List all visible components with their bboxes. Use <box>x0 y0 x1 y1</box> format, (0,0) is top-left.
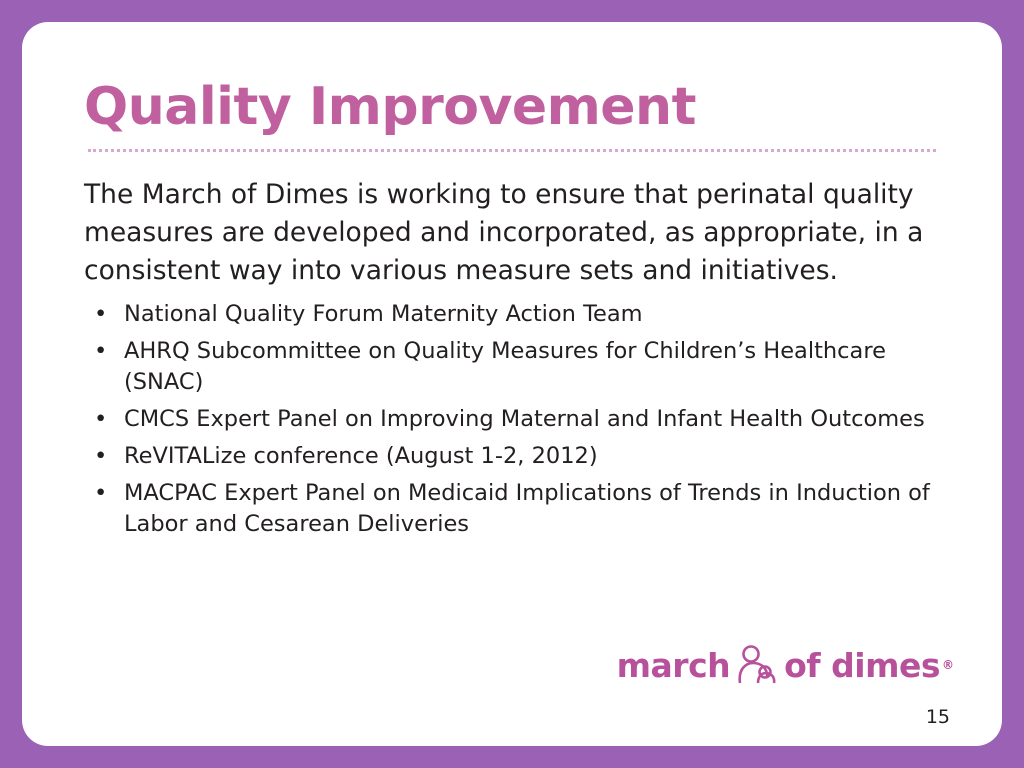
bullet-marker-icon: • <box>94 480 108 507</box>
logo-text-right: of dimes <box>784 645 940 685</box>
title-divider <box>88 149 936 152</box>
lead-paragraph: The March of Dimes is working to ensure that perinatal quality measures are developed and incorporated, as appropriate, in a consistent way into various measure sets and initiatives. <box>84 178 924 287</box>
list-item <box>84 478 940 540</box>
march-of-dimes-logo <box>617 642 954 688</box>
list-item <box>84 441 940 472</box>
bullet-marker-icon: • <box>94 300 108 327</box>
logo-text-left: march <box>616 645 731 685</box>
list-item-label: ReVITALize conference (August 1-2, 2012) <box>124 443 598 470</box>
list-item-label: AHRQ Subcommittee on Quality Measures for Children’s Healthcare (SNAC) <box>124 337 886 395</box>
bullet-marker-icon: • <box>94 443 108 470</box>
list-item-label: MACPAC Expert Panel on Medicaid Implications of Trends in Induction of Labor and Cesarean Deliveries <box>124 480 930 538</box>
slide-card <box>22 22 1002 746</box>
bullet-marker-icon: • <box>94 406 108 432</box>
list-item <box>84 404 940 435</box>
page-number: 15 <box>925 706 950 728</box>
registered-trademark-icon: ® <box>942 658 954 672</box>
bullet-marker-icon: • <box>94 337 108 364</box>
bullet-list <box>84 299 940 540</box>
page-title: Quality Improvement <box>84 77 696 137</box>
list-item-label: National Quality Forum Maternity Action Team <box>124 300 643 327</box>
list-item <box>84 299 940 330</box>
list-item-label: CMCS Expert Panel on Improving Maternal and Infant Health Outcomes <box>124 406 925 432</box>
mother-and-baby-icon <box>734 643 780 687</box>
list-item <box>84 336 940 398</box>
